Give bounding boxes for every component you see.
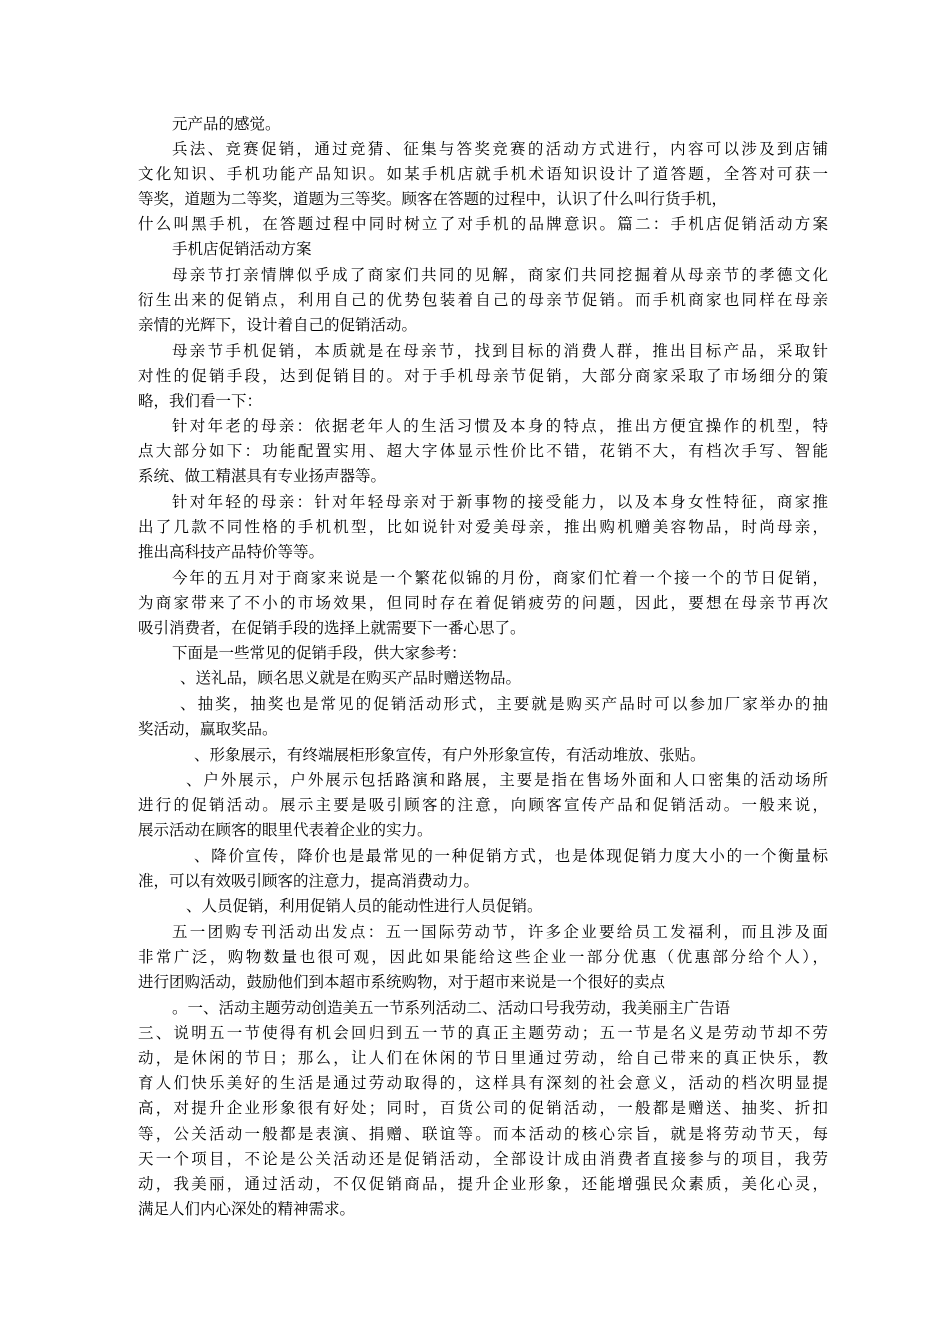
- text-line-21: 吸引消费者，在促销手段的选择上就需要下一番心思了。: [138, 619, 526, 637]
- text-line-6: 手机店促销活动方案: [172, 240, 312, 258]
- text-line-17: 出了几款不同性格的手机机型，比如说针对爱美母亲，推出购机赠美容物品，时尚母亲，: [138, 518, 828, 536]
- text-line-7: 母亲节打亲情牌似乎成了商家们共同的见解，商家们共同挖掘着从母亲节的孝德文化: [172, 266, 828, 284]
- text-line-34: 非常广泛，购物数量也很可观，因此如果能给这些企业一部分优惠（优惠部分给个人），: [138, 948, 828, 966]
- text-line-14: 点大部分如下：功能配置实用、超大字体显示性价比不错，花销不大，有档次手写、智能: [138, 442, 828, 460]
- text-line-39: 育人们快乐美好的生活是通过劳动取得的，这样具有深刻的社会意义，活动的档次明显提: [138, 1074, 828, 1092]
- text-line-11: 对性的促销手段，达到促销目的。对于手机母亲节促销，大部分商家采取了市场细分的策: [138, 367, 828, 385]
- text-line-15: 系统、做工精湛具有专业扬声器等。: [138, 467, 387, 485]
- text-line-4: 等奖，道题为二等奖，道题为三等奖。顾客在答题的过程中，认识了什么叫行货手机，: [138, 190, 728, 208]
- text-line-18: 推出高科技产品特价等等。: [138, 543, 325, 561]
- text-line-26: 、形象展示，有终端展柜形象宣传，有户外形象宣传，有活动堆放、张贴。: [194, 746, 706, 764]
- text-line-20: 为商家带来了不小的市场效果，但同时存在着促销疲劳的问题，因此，要想在母亲节再次: [138, 594, 828, 612]
- text-line-3: 文化知识、手机功能产品知识。如某手机店就手机术语知识设计了道答题，全答对可获一: [138, 165, 828, 183]
- text-line-33: 五一团购专刊活动出发点：五一国际劳动节，许多企业要给员工发福利，而且涉及面: [172, 923, 828, 941]
- text-line-5: 什么叫黑手机，在答题过程中同时树立了对手机的品牌意识。篇二：手机店促销活动方案: [138, 215, 828, 233]
- text-line-10: 母亲节手机促销，本质就是在母亲节，找到目标的消费人群，推出目标产品，采取针: [172, 342, 828, 360]
- text-line-37: 三、说明五一节使得有机会回归到五一节的真正主题劳动；五一节是名义是劳动节却不劳: [138, 1024, 828, 1042]
- text-line-41: 等，公关活动一般都是表演、捐赠、联谊等。而本活动的核心宗旨，就是将劳动节天，每: [138, 1125, 828, 1143]
- text-line-8: 衍生出来的促销点，利用自己的优势包装着自己的母亲节促销。而手机商家也同样在母亲: [138, 291, 828, 309]
- text-line-1: 元产品的感觉。: [172, 115, 281, 133]
- text-line-19: 今年的五月对于商家来说是一个繁花似锦的月份，商家们忙着一个接一个的节日促销，: [172, 569, 828, 587]
- text-line-29: 展示活动在顾客的眼里代表着企业的实力。: [138, 821, 433, 839]
- text-line-30: 、降价宣传，降价也是最常见的一种促销方式，也是体现促销力度大小的一个衡量标: [194, 847, 828, 865]
- text-line-43: 动，我美丽，通过活动，不仅促销商品，提升企业形象，还能增强民众素质，美化心灵，: [138, 1175, 828, 1193]
- text-line-12: 略，我们看一下：: [138, 392, 263, 410]
- text-line-2: 兵法、竞赛促销，通过竞猜、征集与答奖竞赛的活动方式进行，内容可以涉及到店铺: [172, 140, 828, 158]
- text-line-32: 、人员促销，利用促销人员的能动性进行人员促销。: [186, 897, 543, 915]
- text-line-36: 。一、活动主题劳动创造美五一节系列活动二、活动口号我劳动，我美丽主广告语: [172, 999, 731, 1017]
- text-line-35: 进行团购活动，鼓励他们到本超市系统购物，对于超市来说是一个很好的卖点: [138, 973, 666, 991]
- text-line-25: 奖活动，赢取奖品。: [138, 720, 278, 738]
- text-line-27: 、户外展示，户外展示包括路演和路展，主要是指在售场外面和人口密集的活动场所: [186, 771, 828, 789]
- text-line-44: 满足人们内心深处的精神需求。: [138, 1200, 356, 1218]
- text-line-16: 针对年轻的母亲：针对年轻母亲对于新事物的接受能力，以及本身女性特征，商家推: [172, 493, 828, 511]
- text-line-42: 天一个项目，不论是公关活动还是促销活动，全部设计成由消费者直接参与的项目，我劳: [138, 1150, 828, 1168]
- text-line-22: 下面是一些常见的促销手段，供大家参考：: [172, 644, 467, 662]
- text-line-23: 、送礼品，顾名思义就是在购买产品时赠送物品。: [180, 669, 522, 687]
- text-line-9: 亲情的光辉下，设计着自己的促销活动。: [138, 316, 418, 334]
- text-line-13: 针对年老的母亲：依据老年人的生活习惯及本身的特点，推出方便宜操作的机型，特: [172, 417, 828, 435]
- text-line-38: 动，是休闲的节日；那么，让人们在休闲的节日里通过劳动，给自己带来的真正快乐，教: [138, 1049, 828, 1067]
- text-line-31: 准，可以有效吸引顾客的注意力，提高消费动力。: [138, 872, 480, 890]
- text-line-40: 高，对提升企业形象很有好处；同时，百货公司的促销活动，一般都是赠送、抽奖、折扣: [138, 1099, 828, 1117]
- text-line-24: 、抽奖，抽奖也是常见的促销活动形式，主要就是购买产品时可以参加厂家举办的抽: [180, 695, 828, 713]
- text-line-28: 进行的促销活动。展示主要是吸引顾客的注意，向顾客宣传产品和促销活动。一般来说，: [138, 796, 828, 814]
